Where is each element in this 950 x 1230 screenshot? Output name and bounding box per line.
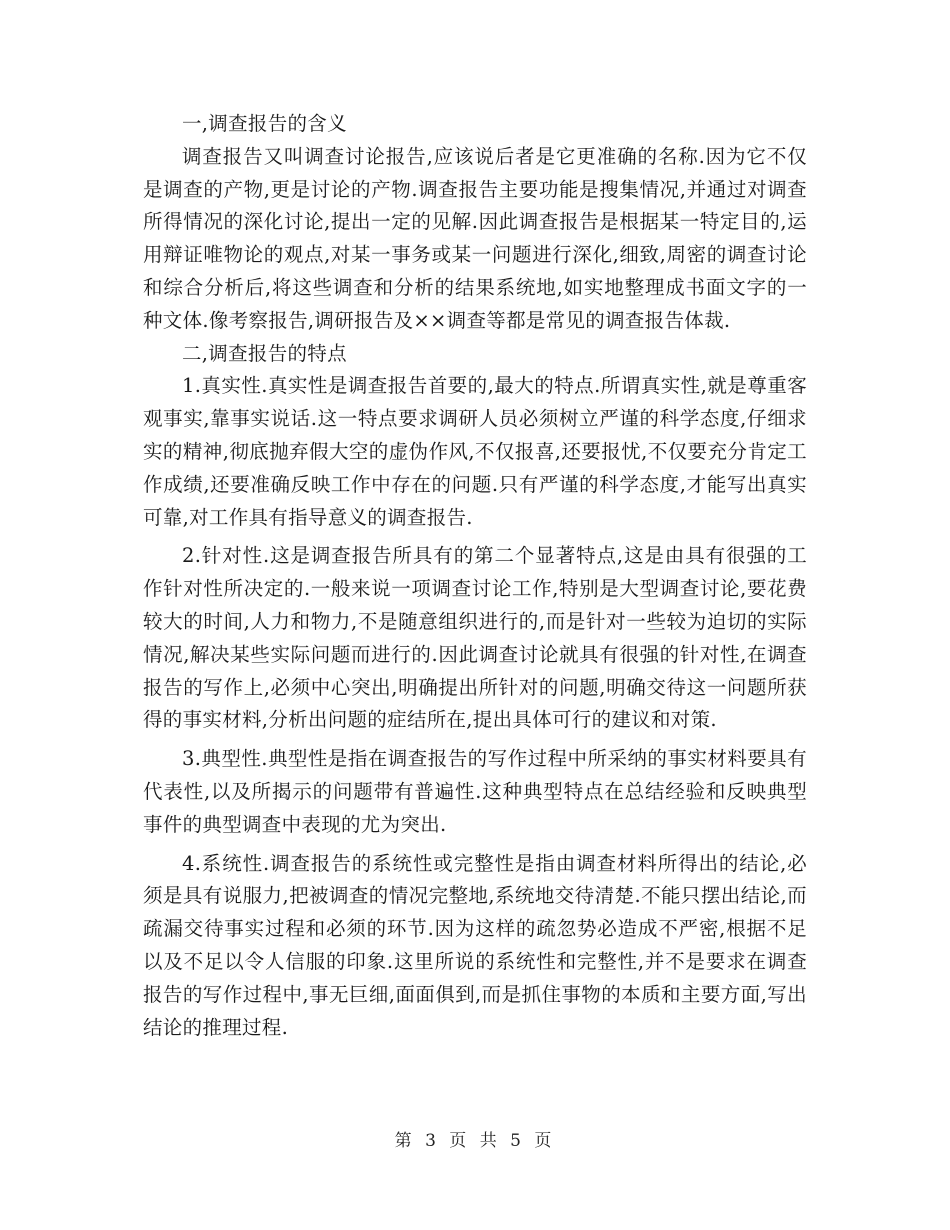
paragraph-pertinence: 2.针对性.这是调查报告所具有的第二个显著特点,这是由具有很强的工作针对性所决定的.一般来说一项调查讨论工作,特别是大型调查讨论,要花费较大的时间,人力和物力,不是随意组织进行的,而是针对一些较为迫切的实际情况,解决某些实际问题而进行的.因此调查讨论就具有很强的针对性,在调查报告的写作上,必须中心突出,明确提出所针对的问题,明确交待这一问题所获得的事实材料,分析出问题的症结所在,提出具体可行的建议和对策. <box>143 544 807 732</box>
paragraph-typicality: 3.典型性.典型性是指在调查报告的写作过程中所采纳的事实材料要具有代表性,以及所揭示的问题带有普遍性.这种典型特点在总结经验和反映典型事件的典型调查中表现的尤为突出. <box>143 747 807 836</box>
page-number-footer: 第 3 页 共 5 页 <box>394 1131 556 1151</box>
paragraph-authenticity: 1.真实性.真实性是调查报告首要的,最大的特点.所谓真实性,就是尊重客观事实,靠事实说话.这一特点要求调研人员必须树立严谨的科学态度,仔细求实的精神,彻底抛弃假大空的虚伪作风,不仅报喜,还要报忧,不仅要充分肯定工作成绩,还要准确反映工作中存在的问题.只有严谨的科学态度,才能写出真实可靠,对工作具有指导意义的调查报告. <box>143 374 807 529</box>
paragraph-systematicness: 4.系统性.调查报告的系统性或完整性是指由调查材料所得出的结论,必须是具有说服力,把被调查的情况完整地,系统地交待清楚.不能只摆出结论,而疏漏交待事实过程和必须的环节.因为这样的疏忽势必造成不严密,根据不足以及不足以令人信服的印象.这里所说的系统性和完整性,并不是要求在调查报告的写作过程中,事无巨细,面面俱到,而是抓住事物的本质和主要方面,写出结论的推理过程. <box>143 851 807 1039</box>
section-heading-meaning: 一,调查报告的含义 <box>182 112 347 135</box>
section-heading-features: 二,调查报告的特点 <box>182 341 347 365</box>
document-body <box>143 108 807 1044</box>
paragraph-definition: 调查报告又叫调查讨论报告,应该说后者是它更准确的名称.因为它不仅是调查的产物,更是讨论的产物.调查报告主要功能是搜集情况,并通过对调查所得情况的深化讨论,提出一定的见解.因此调查报告是根据某一特定目的,运用辩证唯物论的观点,对某一事务或某一问题进行深化,细致,周密的调查讨论和综合分析后,将这些调查和分析的结果系统地,如实地整理成书面文字的一种文体.像考察报告,调研报告及××调查等都是常见的调查报告体裁. <box>143 144 807 332</box>
